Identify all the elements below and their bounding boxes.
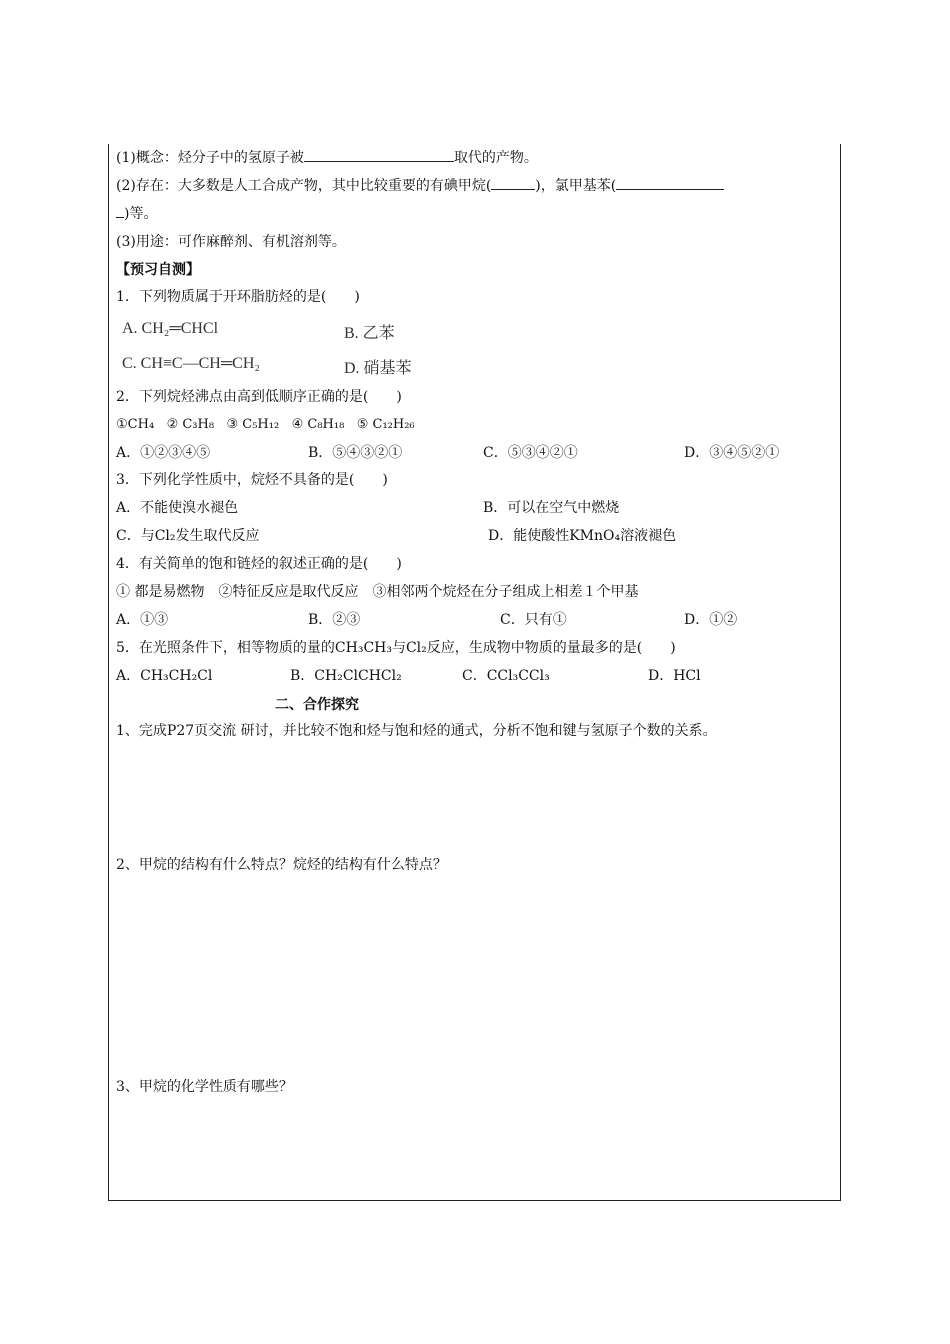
question-5-stem: 5．在光照条件下，相等物质的量的CH₃CH₃与Cl₂反应，生成物中物质的量最多的是( ) — [116, 640, 676, 656]
item: ④ C₈H₁₈ — [291, 417, 345, 432]
question-5-option-c: C．CCl₃CCl₃ — [462, 668, 550, 684]
answer-blank[interactable] — [116, 205, 124, 218]
concept-text: (1)概念：烃分子中的氢原子被 — [116, 150, 304, 166]
section-title-preview: 【预习自测】 — [116, 262, 200, 278]
item: ⑤ C₁₂H₂₆ — [356, 417, 415, 432]
answer-blank[interactable] — [304, 149, 454, 162]
question-2-option-b: B．⑤④③②① — [308, 445, 403, 461]
existence-text-end: )等。 — [124, 206, 158, 222]
question-3-option-d: D．能使酸性KMnO₄溶液褪色 — [488, 528, 677, 544]
answer-blank[interactable] — [491, 177, 535, 190]
question-3-option-a: A．不能使溴水褪色 — [116, 500, 239, 516]
question-5-option-a: A．CH₃CH₂Cl — [116, 668, 213, 684]
existence-text-mid: )，氯甲基苯( — [535, 178, 617, 194]
question-3-stem: 3．下列化学性质中，烷烃不具备的是( ) — [116, 472, 388, 488]
existence-text: (2)存在：大多数是人工合成产物，其中比较重要的有碘甲烷( — [116, 178, 492, 194]
question-1-option-a: A. CH₂═CHCl — [122, 320, 219, 337]
intro-line-2-cont — [116, 205, 157, 223]
question-1-option-c: C. CH≡C—CH═CH₂ — [122, 355, 260, 372]
question-4-option-d: D．①② — [684, 612, 738, 628]
item: ③ C₅H₁₂ — [226, 417, 280, 432]
section-title-explore: 二、合作探究 — [275, 697, 359, 713]
question-2-option-d: D．③④⑤②① — [684, 445, 780, 461]
explore-question-3: 3、甲烷的化学性质有哪些？ — [116, 1079, 293, 1095]
question-1-option-d: D. 硝基苯 — [344, 360, 412, 377]
explore-question-1: 1、完成P27页交流 研讨，并比较不饱和烃与饱和烃的通式，分析不饱和键与氢原子个数的关系。 — [116, 723, 717, 739]
item: ② C₃H₈ — [166, 417, 215, 432]
question-1-option-b: B. 乙苯 — [344, 325, 395, 342]
question-5-option-b: B．CH₂ClCHCl₂ — [290, 668, 402, 684]
item: ①CH₄ — [116, 417, 155, 432]
intro-line-1 — [116, 149, 538, 167]
question-5-option-d: D．HCl — [648, 668, 701, 684]
question-3-option-b: B．可以在空气中燃烧 — [483, 500, 620, 516]
question-2-option-a: A．①②③④⑤ — [116, 445, 211, 461]
answer-blank[interactable] — [616, 177, 724, 190]
concept-text-end: 取代的产物。 — [453, 150, 538, 166]
question-4-stem: 4．有关简单的饱和链烃的叙述正确的是( ) — [116, 556, 402, 572]
question-2-option-c: C．⑤③④②① — [483, 445, 578, 461]
question-2-stem: 2．下列烷烃沸点由高到低顺序正确的是( ) — [116, 389, 402, 405]
question-4-items: ① 都是易燃物 ②特征反应是取代反应 ③相邻两个烷烃在分子组成上相差１个甲基 — [116, 584, 639, 600]
explore-question-2: 2、甲烷的结构有什么特点？烷烃的结构有什么特点？ — [116, 857, 447, 873]
question-4-option-c: C．只有① — [500, 612, 567, 628]
question-3-option-c: C．与Cl₂发生取代反应 — [116, 528, 260, 544]
question-1-stem: 1．下列物质属于开环脂肪烃的是( ) — [116, 289, 360, 305]
usage-text: (3)用途：可作麻醉剂、有机溶剂等。 — [116, 234, 346, 250]
intro-line-2 — [116, 177, 724, 195]
question-4-option-a: A．①③ — [116, 612, 169, 628]
question-2-items — [116, 416, 415, 434]
question-4-option-b: B．②③ — [308, 612, 361, 628]
